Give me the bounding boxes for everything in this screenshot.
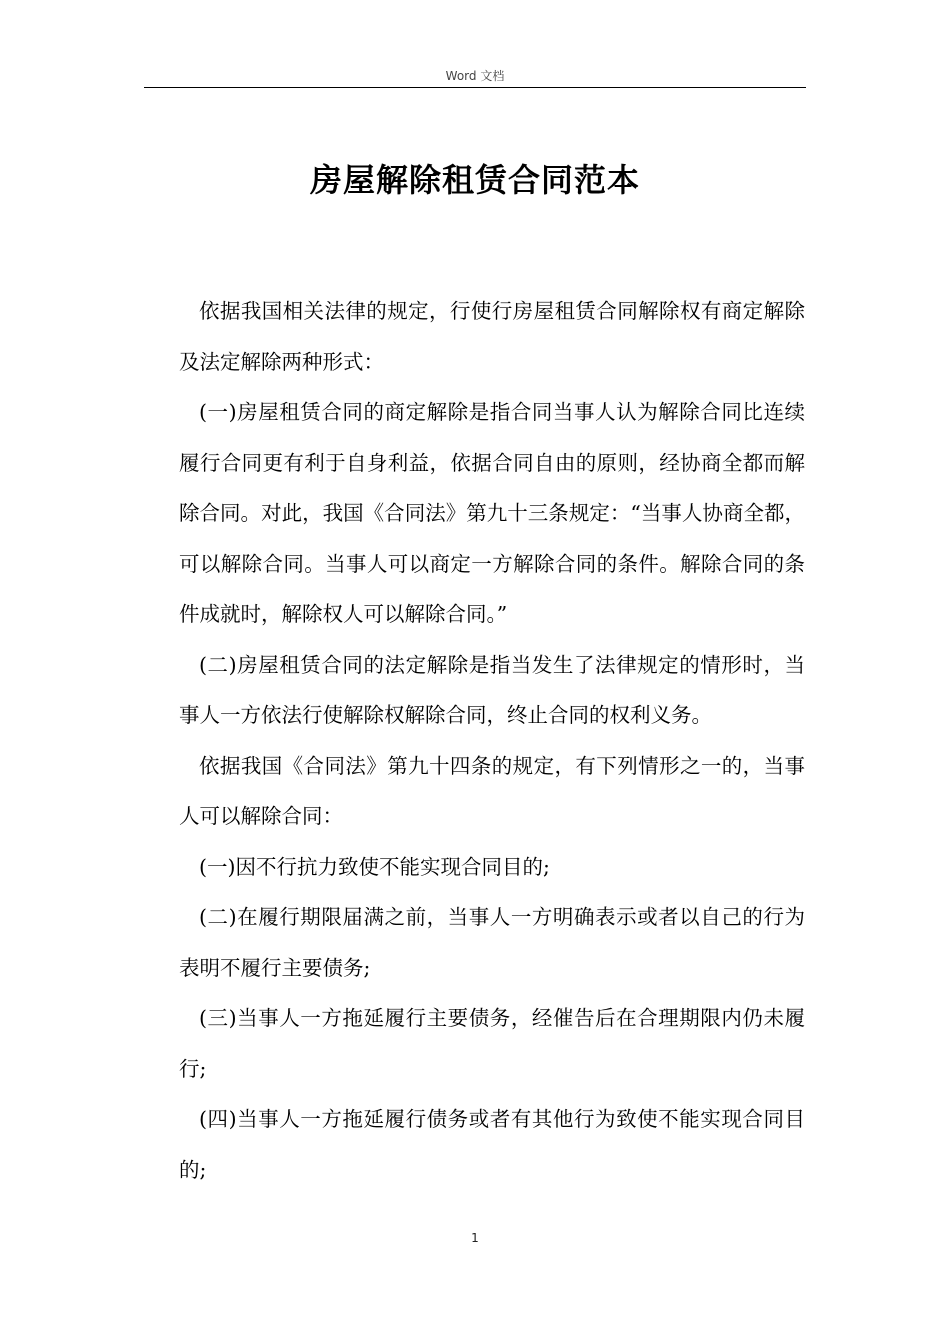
paragraph-statutory-termination: (二)房屋租赁合同的法定解除是指当发生了法律规定的情形时，当事人一方依法行使解除权解除合同，终止合同的权利义务。 (179, 652, 805, 727)
page-header-label: Word 文档 (445, 69, 505, 83)
document-title: 房屋解除租赁合同范本 (309, 161, 640, 199)
paragraph-intro: 依据我国相关法律的规定，行使行房屋租赁合同解除权有商定解除及法定解除两种形式： (179, 299, 805, 374)
paragraph-item-4: (四)当事人一方拖延履行债务或者有其他行为致使不能实现合同目的; (179, 1107, 805, 1182)
header-divider (144, 87, 806, 88)
paragraph-item-2: (二)在履行期限届满之前，当事人一方明确表示或者以自己的行为表明不履行主要债务; (179, 905, 805, 980)
paragraph-negotiated-termination: (一)房屋租赁合同的商定解除是指合同当事人认为解除合同比连续履行合同更有利于自身利益，依据合同自由的原则，经协商全都而解除合同。对此，我国《合同法》第九十三条规定：“当事人协商全都，可以解除合同。当事人可以商定一方解除合同的条件。解除合同的条件成就时，解除权人可以解除合同。” (179, 400, 805, 626)
page-number: 1 (471, 1231, 479, 1245)
paragraph-item-1: (一)因不行抗力致使不能实现合同目的; (199, 854, 550, 879)
paragraph-item-3: (三)当事人一方拖延履行主要债务，经催告后在合理期限内仍未履行; (179, 1006, 805, 1081)
paragraph-article-94: 依据我国《合同法》第九十四条的规定，有下列情形之一的，当事人可以解除合同： (179, 753, 805, 828)
document-body (179, 286, 805, 1195)
